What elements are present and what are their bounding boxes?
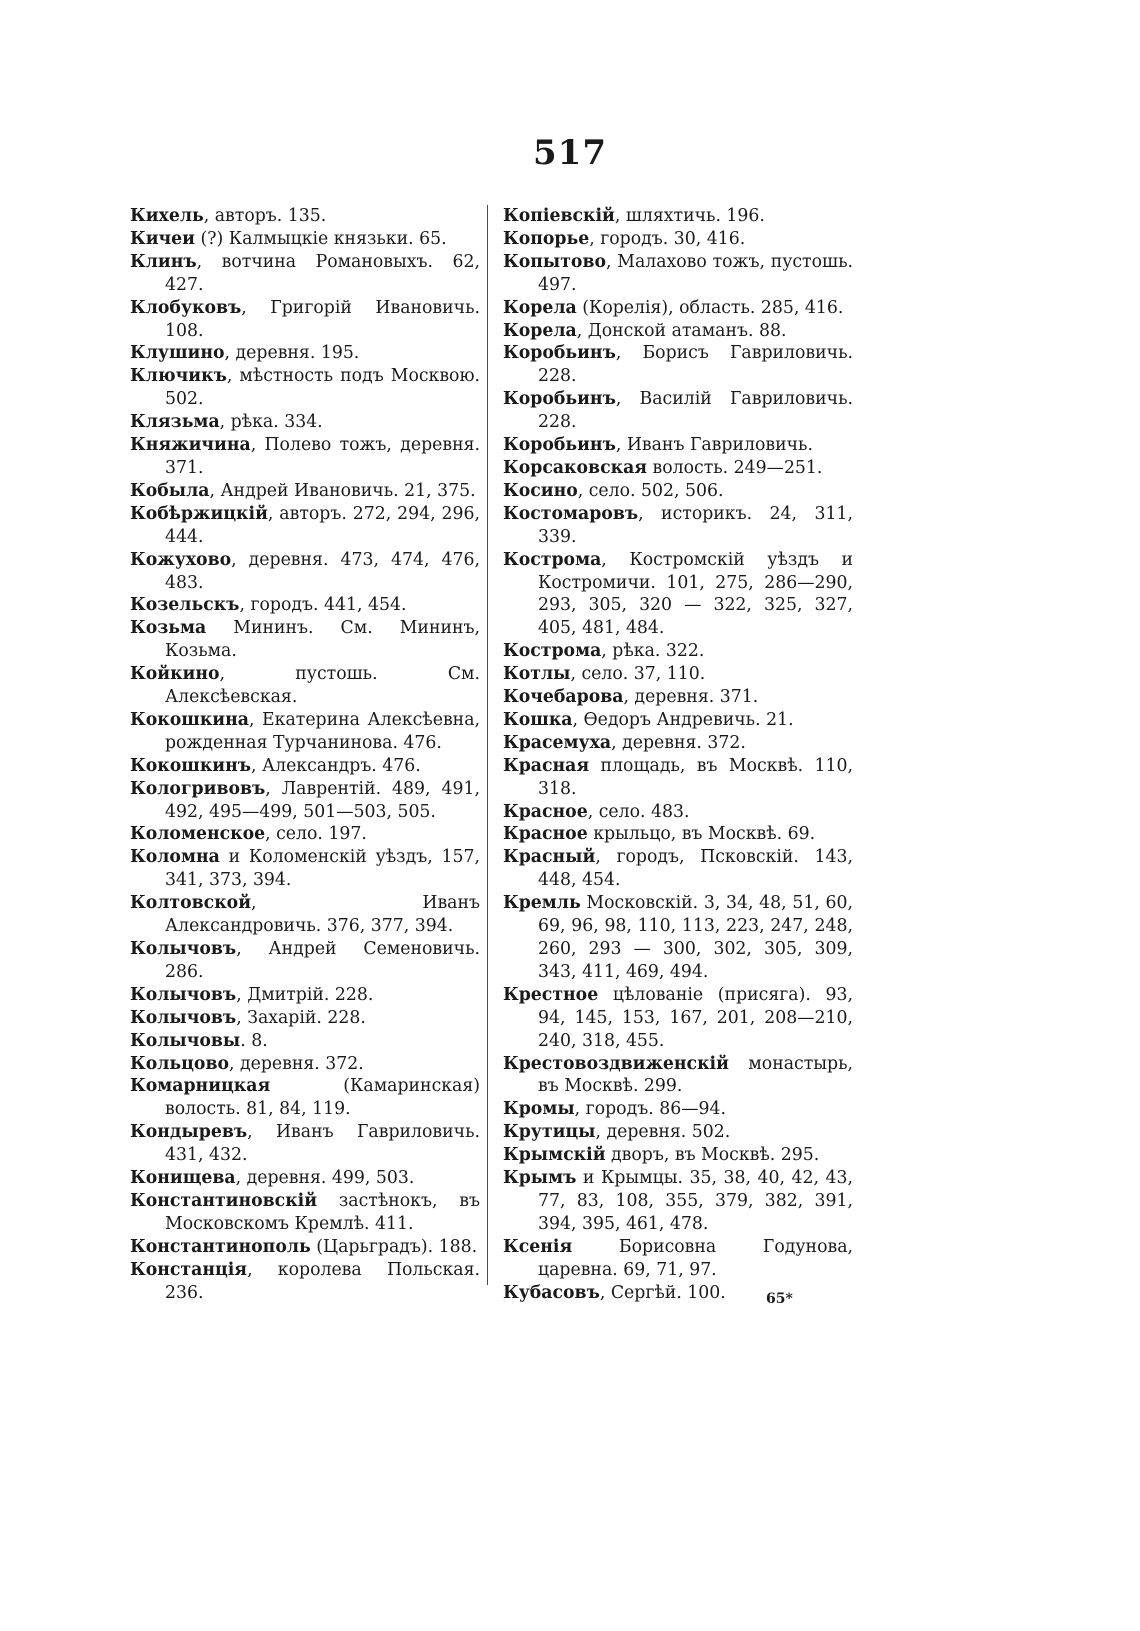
index-headword: Кострома	[503, 641, 602, 662]
index-headword: Кичеи	[130, 228, 195, 249]
index-headword: Кологривовъ	[130, 778, 266, 799]
index-entry	[130, 1167, 480, 1190]
index-entry-text: , село. 37, 110.	[570, 664, 706, 685]
index-headword: Кондыревъ	[130, 1122, 248, 1143]
index-headword: Красный	[503, 847, 596, 868]
index-headword: Коробьинъ	[503, 435, 616, 456]
index-headword: Коломна	[130, 847, 220, 868]
index-headword: Кихель	[130, 206, 204, 226]
index-entry-text: , Костромскій уѣздъ и Костромичи. 101, 275, 286—290, 293, 305, 320 — 322, 325, 327, 405, 481, 484.	[538, 549, 853, 639]
index-entry	[503, 205, 853, 228]
index-entry	[130, 938, 480, 984]
index-entry	[130, 846, 480, 892]
index-entry-text: цѣлованіе (присяга). 93, 94, 145, 153, 167, 201, 208—210, 240, 318, 455.	[538, 984, 853, 1051]
index-entry-text: , королева Польская. 236.	[165, 1259, 480, 1303]
index-headword: Кремль	[503, 893, 581, 914]
index-entry	[503, 1098, 853, 1121]
index-entry-text: . 8.	[240, 1030, 268, 1051]
index-headword: Коробьинъ	[503, 389, 616, 410]
index-entry-text: , шляхтичь. 196.	[614, 206, 765, 226]
index-entry-text: , село. 502, 506.	[577, 480, 724, 501]
index-entry-text: , Полево тожъ, деревня. 371.	[165, 435, 480, 478]
index-entry-text: крыльцо, въ Москвѣ. 69.	[587, 824, 816, 845]
index-entry	[130, 411, 480, 434]
index-entry	[130, 778, 480, 824]
index-headword: Кокошкина	[130, 709, 249, 730]
index-entry	[130, 297, 480, 343]
index-headword: Кострома	[503, 549, 602, 570]
index-headword: Констанція	[130, 1259, 248, 1280]
index-headword: Клязьма	[130, 412, 220, 433]
index-entry-text: , Лаврентій. 489, 491, 492, 495—499, 501—503, 505.	[165, 778, 480, 822]
index-entry-text: , село. 197.	[265, 824, 367, 845]
index-entry	[503, 1282, 853, 1305]
index-headword: Ксенія	[503, 1236, 573, 1257]
index-entry-text: (Камаринская) волость. 81, 84, 119.	[165, 1076, 480, 1120]
index-headword: Косино	[503, 480, 578, 501]
index-entry-text: , село. 483.	[587, 801, 690, 822]
index-headword: Конищева	[130, 1168, 236, 1189]
index-entry-text: , Малахово тожъ, пустошь. 497.	[538, 251, 853, 295]
index-headword: Коломенское	[130, 824, 266, 845]
index-entry	[130, 251, 480, 297]
index-entry	[503, 549, 853, 641]
index-headword: Корела	[503, 297, 577, 318]
index-entry	[503, 846, 853, 892]
index-entry-text: , Андрей Ивановичь. 21, 375.	[209, 480, 476, 501]
index-entry-text: , деревня. 372.	[229, 1053, 364, 1074]
index-entry	[130, 823, 480, 846]
index-entry-text: , городъ. 30, 416.	[589, 228, 746, 249]
index-entry	[503, 892, 853, 984]
index-entry	[130, 549, 480, 595]
index-entry-text: , Григорій Ивановичь. 108.	[165, 297, 480, 341]
index-headword: Корела	[503, 320, 577, 341]
index-entry	[130, 1030, 480, 1053]
index-entry	[130, 1236, 480, 1259]
index-entry	[130, 984, 480, 1007]
index-headword: Костомаровъ	[503, 503, 639, 524]
index-headword: Колычовъ	[130, 984, 237, 1005]
signature-mark: 65*	[766, 1291, 793, 1307]
index-headword: Константиновскій	[130, 1190, 318, 1211]
index-entry	[503, 480, 853, 503]
index-entry	[503, 320, 853, 343]
index-entry	[503, 663, 853, 686]
index-entry-text: площадь, въ Москвѣ. 110, 318.	[538, 755, 853, 799]
index-headword: Крестовоздвиженскій	[503, 1053, 729, 1074]
index-entry-text: , деревня. 372.	[611, 732, 746, 753]
index-entry	[503, 801, 853, 824]
index-headword: Колтовской	[130, 893, 252, 914]
index-entry	[130, 594, 480, 617]
index-entry-text: , Александръ. 476.	[251, 755, 421, 776]
index-headword: Кокошкинъ	[130, 755, 252, 776]
index-entry-text: , рѣка. 334.	[219, 412, 323, 433]
index-entry-text: , Иванъ Гавриловичь.	[615, 435, 813, 456]
index-entry-text: , деревня. 195.	[224, 343, 360, 364]
index-entry	[130, 480, 480, 503]
index-headword: Крутицы	[503, 1122, 596, 1143]
index-headword: Козельскъ	[130, 595, 240, 616]
index-headword: Кошка	[503, 709, 573, 730]
index-entry-text: и Коломенскій уѣздъ, 157, 341, 373, 394.	[165, 847, 480, 891]
index-entry	[503, 503, 853, 549]
index-entry	[130, 1190, 480, 1236]
index-entry	[503, 342, 853, 388]
index-entry-text: Московскій. 3, 34, 48, 51, 60, 69, 96, 98, 110, 113, 223, 247, 248, 260, 293 — 300, 302, 305, 309, 343, 411, 469, 494.	[538, 893, 853, 982]
index-entry-text: дворъ, въ Москвѣ. 295.	[605, 1145, 820, 1166]
index-entry-text: , вотчина Романовыхъ. 62, 427.	[165, 251, 480, 295]
index-entry	[503, 732, 853, 755]
index-headword: Красная	[503, 755, 590, 776]
index-entry	[503, 388, 853, 434]
index-headword: Крымъ	[503, 1168, 577, 1189]
index-entry	[130, 617, 480, 663]
index-entry-text: , деревня. 473, 474, 476, 483.	[165, 549, 480, 593]
index-entry-text: , Ѳедоръ Андревичь. 21.	[572, 709, 794, 730]
index-entry-text: , Донской атаманъ. 88.	[576, 320, 787, 341]
index-entry	[503, 1144, 853, 1167]
index-headword: Кубасовъ	[503, 1282, 600, 1303]
index-headword: Красемуха	[503, 732, 612, 753]
index-headword: Кобыла	[130, 480, 210, 501]
index-headword: Колычовъ	[130, 1007, 237, 1028]
index-headword: Кромы	[503, 1099, 575, 1120]
index-entry-text: , Андрей Семеновичь. 286.	[165, 939, 480, 982]
index-entry	[503, 251, 853, 297]
index-headword: Красное	[503, 801, 588, 822]
index-entry	[503, 709, 853, 732]
index-entry-text: застѣнокъ, въ Московскомъ Кремлѣ. 411.	[165, 1190, 480, 1234]
index-headword: Котлы	[503, 664, 571, 685]
index-entry-text: , деревня. 371.	[623, 687, 759, 708]
index-entry	[503, 228, 853, 251]
index-entry	[130, 892, 480, 938]
index-headword: Крымскій	[503, 1145, 606, 1166]
index-entry	[503, 457, 853, 480]
index-entry	[130, 663, 480, 709]
index-entry-text: (Корелія), область. 285, 416.	[576, 297, 844, 318]
index-entry-text: , Борисъ Гавриловичь. 228.	[538, 343, 853, 387]
index-headword: Ключикъ	[130, 366, 227, 387]
index-column-left	[130, 205, 480, 1305]
index-entry	[130, 755, 480, 778]
index-entry	[503, 755, 853, 801]
index-headword: Колычовъ	[130, 939, 237, 959]
column-divider	[487, 205, 488, 1285]
index-entry	[503, 1236, 853, 1282]
index-entry-text: , Дмитрій. 228.	[236, 984, 374, 1005]
index-entry-text: , Сергѣй. 100.	[599, 1282, 726, 1303]
index-entry-text: Борисовна Годунова, царевна. 69, 71, 97.	[538, 1236, 853, 1280]
index-entry	[130, 1053, 480, 1076]
index-headword: Колычовы	[130, 1030, 241, 1051]
index-entry-text: , Иванъ Александровичь. 376, 377, 394.	[165, 893, 480, 937]
index-entry	[130, 1075, 480, 1121]
index-headword: Клушино	[130, 343, 225, 364]
index-entry-text: монастырь, въ Москвѣ. 299.	[538, 1053, 853, 1097]
index-headword: Козьма	[130, 618, 207, 639]
index-entry-text: , авторъ. 135.	[203, 206, 327, 226]
index-headword: Клинъ	[130, 251, 197, 272]
index-headword: Крестное	[503, 984, 599, 1005]
index-entry	[130, 205, 480, 228]
index-entry	[503, 1053, 853, 1099]
index-entry	[503, 984, 853, 1053]
index-entry	[503, 823, 853, 846]
index-entry	[503, 297, 853, 320]
index-column-right	[503, 205, 853, 1305]
index-entry-text: , пустошь. См. Алексѣевская.	[165, 664, 480, 708]
index-headword: Красное	[503, 824, 588, 845]
index-entry-text: , авторъ. 272, 294, 296, 444.	[165, 503, 480, 547]
index-entry	[503, 434, 853, 457]
index-entry	[130, 342, 480, 365]
index-headword: Кожухово	[130, 549, 232, 570]
index-entry-text: (?) Калмыцкіе князьки. 65.	[195, 228, 447, 249]
index-entry	[130, 365, 480, 411]
index-entry	[503, 640, 853, 663]
page-number: 517	[533, 133, 607, 173]
index-entry-text: , Иванъ Гавриловичь. 431, 432.	[165, 1122, 480, 1166]
index-entry	[130, 503, 480, 549]
index-headword: Княжичина	[130, 435, 251, 456]
index-headword: Койкино	[130, 664, 220, 685]
index-entry	[503, 686, 853, 709]
index-entry-text: , городъ. 441, 454.	[239, 595, 407, 616]
index-headword: Комарницкая	[130, 1076, 271, 1097]
index-entry	[130, 1007, 480, 1030]
index-entry	[130, 434, 480, 480]
index-entry-text: Мининъ. См. Мининъ, Козьма.	[165, 618, 480, 662]
index-entry-text: , Василій Гавриловичь. 228.	[538, 389, 853, 433]
index-entry-text: , городъ, Псковскій. 143, 448, 454.	[538, 847, 853, 891]
index-headword: Копіевскій	[503, 206, 615, 226]
index-headword: Коробьинъ	[503, 343, 616, 364]
index-headword: Кобѣржицкій	[130, 503, 268, 524]
index-entry	[130, 709, 480, 755]
index-headword: Кольцово	[130, 1053, 229, 1074]
index-entry-text: , деревня. 502.	[595, 1122, 731, 1143]
index-entry-text: , рѣка. 322.	[601, 641, 705, 662]
index-entry	[130, 1259, 480, 1305]
index-headword: Клобуковъ	[130, 297, 242, 318]
index-headword: Копорье	[503, 228, 590, 249]
index-entry-text: волость. 249—251.	[647, 457, 823, 478]
index-entry-text: , историкъ. 24, 311, 339.	[538, 503, 853, 547]
index-entry	[130, 228, 480, 251]
index-headword: Кочебарова	[503, 687, 624, 708]
index-entry-text: (Царьградъ). 188.	[310, 1236, 478, 1257]
index-entry	[503, 1121, 853, 1144]
index-entry-text: , деревня. 499, 503.	[235, 1168, 415, 1189]
index-entry	[503, 1167, 853, 1236]
index-entry-text: , городъ. 86—94.	[574, 1099, 726, 1120]
index-entry-text: , Екатерина Алексѣевна, рожденная Турчанинова. 476.	[165, 709, 480, 753]
index-entry	[130, 1121, 480, 1167]
index-headword: Корсаковская	[503, 457, 648, 478]
index-entry-text: , Захарій. 228.	[236, 1007, 366, 1028]
index-headword: Константинополь	[130, 1236, 311, 1257]
index-headword: Копытово	[503, 251, 606, 272]
index-entry-text: и Крымцы. 35, 38, 40, 42, 43, 77, 83, 108, 355, 379, 382, 391, 394, 395, 461, 478.	[538, 1168, 853, 1234]
index-entry-text: , мѣстность подъ Москвою. 502.	[165, 366, 480, 410]
